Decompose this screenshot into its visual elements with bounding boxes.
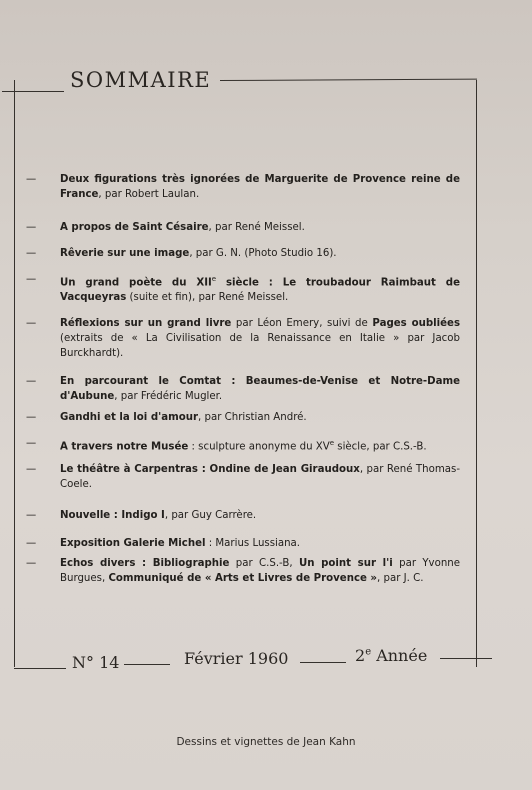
entry-title-part: Exposition Galerie Michel xyxy=(60,538,206,549)
entry-dash: — xyxy=(26,248,37,259)
footer-rule-4 xyxy=(440,658,492,659)
entry-title-part: Nouvelle : Indigo I xyxy=(60,510,165,521)
entry-text xyxy=(60,374,460,404)
entry-detail-part: , par René Thomas-Coele. xyxy=(60,464,460,490)
entry-detail-part: par Léon Emery, suivi de xyxy=(231,318,373,329)
entry-detail-part: , par Frédéric Mugler. xyxy=(114,391,223,402)
entry-title-part: Réflexions sur un grand livre xyxy=(60,318,232,329)
entry-detail-part: e xyxy=(329,439,335,447)
issue-year-number: 2 xyxy=(355,646,366,665)
issue-year xyxy=(355,646,427,665)
title-rule-left xyxy=(2,91,64,92)
entry-detail-part: , par Christian André. xyxy=(198,412,307,423)
entry-detail-part: , par J. C. xyxy=(377,573,424,584)
footer-rule-3 xyxy=(300,662,346,663)
entry-title-part: Echos divers : Bibliographie xyxy=(60,558,230,569)
entry-text xyxy=(60,410,460,425)
entry-dash: — xyxy=(26,412,37,423)
entry-title-part: Un point sur l'i xyxy=(298,558,393,569)
entry-text xyxy=(60,508,460,523)
entry-text xyxy=(60,536,460,551)
entry-dash: — xyxy=(26,438,37,449)
entry-dash: — xyxy=(26,376,37,387)
entry-detail-part: : sculpture anonyme du XV xyxy=(188,441,330,453)
entry-title-part: En parcourant le Comtat : Beaumes-de-Venise et Notre-Dame d'Aubune xyxy=(60,376,460,402)
entry-detail-part: , par Robert Laulan. xyxy=(98,189,200,200)
entry-title-part: Communiqué de « Arts et Livres de Provence » xyxy=(108,573,378,584)
entry-detail-part: (extraits de « La Civilisation de la Renaissance en Italie » par Jacob Burckhardt). xyxy=(60,333,460,359)
entry-title-part: Deux figurations très ignorées de Marguerite de Provence reine de France xyxy=(60,174,460,200)
entry-dash: — xyxy=(26,558,37,569)
entry-detail-part: , par G. N. (Photo Studio 16). xyxy=(189,248,337,259)
entry-text xyxy=(60,556,460,586)
issue-date: Février 1960 xyxy=(184,649,289,668)
illustrations-credit: Dessins et vignettes de Jean Kahn xyxy=(176,736,356,748)
issue-year-word: Année xyxy=(371,646,428,665)
issue-year-suffix: e xyxy=(365,646,372,658)
entry-title-part: Pages oubliées xyxy=(372,318,461,329)
entry-text xyxy=(60,246,460,261)
entry-text xyxy=(60,316,460,361)
entry-detail-part: siècle, par C.S.-B. xyxy=(334,441,427,453)
entry-dash: — xyxy=(26,538,37,549)
entry-dash: — xyxy=(26,464,37,475)
entry-detail-part: , par René Meissel. xyxy=(208,222,305,233)
entry-title-part: Un grand poète du XII xyxy=(60,277,212,289)
entry-dash: — xyxy=(26,510,37,521)
entry-text xyxy=(60,462,460,492)
footer-rule-2 xyxy=(124,664,170,665)
entry-title-part: Gandhi et la loi d'amour xyxy=(60,412,199,423)
entry-text xyxy=(60,172,460,202)
page-title: SOMMAIRE xyxy=(70,68,212,92)
entry-text xyxy=(60,436,460,454)
issue-number: N° 14 xyxy=(72,653,120,672)
entry-detail-part: , par Guy Carrère. xyxy=(164,510,257,521)
entry-detail-part: (suite et fin), par René Meissel. xyxy=(126,292,289,304)
entry-dash: — xyxy=(26,318,37,329)
entry-title-part: siècle : Le troubadour Raimbaut de Vacqueyras xyxy=(60,277,460,304)
entry-detail-part: e xyxy=(211,275,217,283)
entry-title-part: Rêverie sur une image xyxy=(60,248,190,259)
entry-dash: — xyxy=(26,174,37,185)
entry-text xyxy=(60,220,460,235)
entry-title-part: A propos de Saint Césaire xyxy=(60,222,209,233)
entry-title-part: Le théâtre à Carpentras : Ondine de Jean Giraudoux xyxy=(60,464,360,475)
entry-dash: — xyxy=(26,274,37,285)
entry-title-part: A travers notre Musée xyxy=(60,441,189,453)
footer-rule-1 xyxy=(14,668,66,669)
entry-text xyxy=(60,272,460,305)
entry-detail-part: par Yvonne Burgues, xyxy=(60,558,461,584)
entry-dash: — xyxy=(26,222,37,233)
entry-detail-part: par C.S.-B, xyxy=(229,558,299,569)
entry-detail-part: : Marius Lussiana. xyxy=(205,538,301,549)
